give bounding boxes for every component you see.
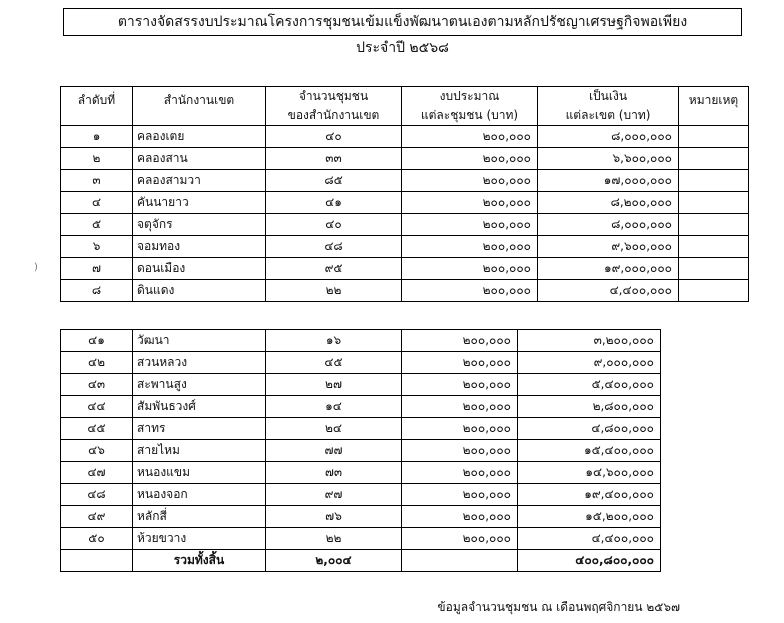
table-row	[61, 148, 749, 170]
budget-table-bottom	[60, 329, 661, 572]
table-row	[61, 528, 661, 550]
document-subtitle: ประจำปี ๒๕๖๘	[356, 40, 449, 56]
row-district-amount: ๑๔,๖๐๐,๐๐๐	[518, 462, 661, 484]
table-row	[61, 418, 661, 440]
header-district: สำนักงานเขต	[133, 87, 266, 126]
row-community-count: ๔๕	[266, 352, 402, 374]
row-budget-per-community: ๒๐๐,๐๐๐	[402, 418, 518, 440]
table-row	[61, 374, 661, 396]
row-community-count: ๑๔	[266, 396, 402, 418]
row-district-amount: ๔,๔๐๐,๐๐๐	[518, 528, 661, 550]
row-community-count: ๗๗	[266, 440, 402, 462]
row-no: ๖	[61, 236, 133, 258]
row-community-count: ๓๓	[266, 148, 402, 170]
margin-mark: )	[34, 262, 38, 273]
table-row	[61, 258, 749, 280]
row-no: ๓	[61, 170, 133, 192]
row-district-name: หนองแขม	[133, 462, 266, 484]
row-note	[679, 126, 749, 148]
document-title: ตารางจัดสรรงบประมาณโครงการชุมชนเข้มแข็งพัฒนาตนเองตามหลักปรัชญาเศรษฐกิจพอเพียง	[63, 8, 742, 36]
row-community-count: ๗๖	[266, 506, 402, 528]
table-row	[61, 440, 661, 462]
header-budget-line1: งบประมาณ	[402, 87, 538, 107]
table-row	[61, 462, 661, 484]
row-no: ๗	[61, 258, 133, 280]
row-budget-per-community: ๒๐๐,๐๐๐	[402, 352, 518, 374]
row-no: ๔๙	[61, 506, 133, 528]
table-row	[61, 236, 749, 258]
row-district-name: วัฒนา	[133, 330, 266, 352]
data-source-note: ข้อมูลจำนวนชุมชน ณ เดือนพฤศจิกายน ๒๕๖๗	[437, 600, 680, 614]
row-no: ๑	[61, 126, 133, 148]
row-district-amount: ๖,๖๐๐,๐๐๐	[538, 148, 679, 170]
row-no: ๕๐	[61, 528, 133, 550]
row-district-name: คลองสามวา	[133, 170, 266, 192]
total-count: ๒,๐๐๔	[266, 550, 402, 572]
row-budget-per-community: ๒๐๐,๐๐๐	[402, 462, 518, 484]
table-row	[61, 506, 661, 528]
header-budget-line2: แต่ละชุมชน (บาท)	[402, 106, 538, 126]
row-district-name: หลักสี่	[133, 506, 266, 528]
row-no: ๔๕	[61, 418, 133, 440]
row-district-name: ดินแดง	[133, 280, 266, 302]
row-district-amount: ๑๕,๔๐๐,๐๐๐	[518, 440, 661, 462]
header-money-line2: แต่ละเขต (บาท)	[538, 106, 679, 126]
row-district-amount: ๔,๔๐๐,๐๐๐	[538, 280, 679, 302]
row-no: ๘	[61, 280, 133, 302]
row-note	[679, 280, 749, 302]
header-no: ลำดับที่	[61, 87, 133, 126]
table-row	[61, 280, 749, 302]
row-district-amount: ๙,๖๐๐,๐๐๐	[538, 236, 679, 258]
row-no: ๔	[61, 192, 133, 214]
row-community-count: ๗๓	[266, 462, 402, 484]
header-count-line2: ของสำนักงานเขต	[266, 106, 402, 126]
row-note	[679, 236, 749, 258]
row-district-name: คลองเตย	[133, 126, 266, 148]
row-district-name: คลองสาน	[133, 148, 266, 170]
table-row	[61, 396, 661, 418]
row-community-count: ๙๕	[266, 258, 402, 280]
row-district-amount: ๕,๔๐๐,๐๐๐	[518, 374, 661, 396]
row-district-name: สวนหลวง	[133, 352, 266, 374]
row-community-count: ๔๑	[266, 192, 402, 214]
row-community-count: ๒๒	[266, 280, 402, 302]
row-district-name: ดอนเมือง	[133, 258, 266, 280]
row-community-count: ๔๐	[266, 214, 402, 236]
row-budget-per-community: ๒๐๐,๐๐๐	[402, 258, 538, 280]
table-row	[61, 214, 749, 236]
row-note	[679, 192, 749, 214]
row-budget-per-community: ๒๐๐,๐๐๐	[402, 280, 538, 302]
row-community-count: ๒๒	[266, 528, 402, 550]
row-note	[679, 258, 749, 280]
row-district-amount: ๘,๐๐๐,๐๐๐	[538, 214, 679, 236]
row-budget-per-community: ๒๐๐,๐๐๐	[402, 170, 538, 192]
row-district-amount: ๑๙,๔๐๐,๐๐๐	[518, 484, 661, 506]
row-community-count: ๙๗	[266, 484, 402, 506]
row-community-count: ๔๐	[266, 126, 402, 148]
row-budget-per-community: ๒๐๐,๐๐๐	[402, 528, 518, 550]
row-no: ๔๗	[61, 462, 133, 484]
row-district-amount: ๔,๘๐๐,๐๐๐	[518, 418, 661, 440]
row-community-count: ๑๖	[266, 330, 402, 352]
row-no: ๔๖	[61, 440, 133, 462]
row-district-name: สายไหม	[133, 440, 266, 462]
row-no: ๔๒	[61, 352, 133, 374]
row-note	[679, 170, 749, 192]
row-budget-per-community: ๒๐๐,๐๐๐	[402, 484, 518, 506]
total-label: รวมทั้งสิ้น	[133, 550, 266, 572]
total-cell-budget	[402, 550, 518, 572]
row-budget-per-community: ๒๐๐,๐๐๐	[402, 236, 538, 258]
row-budget-per-community: ๒๐๐,๐๐๐	[402, 374, 518, 396]
row-budget-per-community: ๒๐๐,๐๐๐	[402, 396, 518, 418]
row-district-amount: ๑๙,๐๐๐,๐๐๐	[538, 258, 679, 280]
table-row	[61, 126, 749, 148]
row-district-name: สะพานสูง	[133, 374, 266, 396]
row-district-amount: ๑๗,๐๐๐,๐๐๐	[538, 170, 679, 192]
row-budget-per-community: ๒๐๐,๐๐๐	[402, 330, 518, 352]
row-note	[679, 214, 749, 236]
table-row	[61, 170, 749, 192]
row-district-name: สาทร	[133, 418, 266, 440]
row-no: ๔๘	[61, 484, 133, 506]
header-money-line1: เป็นเงิน	[538, 87, 679, 107]
row-district-name: ห้วยขวาง	[133, 528, 266, 550]
table-row	[61, 484, 661, 506]
row-budget-per-community: ๒๐๐,๐๐๐	[402, 506, 518, 528]
row-budget-per-community: ๒๐๐,๐๐๐	[402, 126, 538, 148]
budget-table-top	[60, 86, 749, 302]
row-community-count: ๒๔	[266, 418, 402, 440]
row-budget-per-community: ๒๐๐,๐๐๐	[402, 148, 538, 170]
row-budget-per-community: ๒๐๐,๐๐๐	[402, 192, 538, 214]
row-community-count: ๘๕	[266, 170, 402, 192]
row-district-amount: ๑๕,๒๐๐,๐๐๐	[518, 506, 661, 528]
row-district-name: หนองจอก	[133, 484, 266, 506]
table-row	[61, 192, 749, 214]
total-cell-no	[61, 550, 133, 572]
header-note: หมายเหตุ	[679, 87, 749, 126]
row-no: ๔๓	[61, 374, 133, 396]
row-district-name: จอมทอง	[133, 236, 266, 258]
row-community-count: ๔๘	[266, 236, 402, 258]
row-district-amount: ๘,๐๐๐,๐๐๐	[538, 126, 679, 148]
row-district-name: คันนายาว	[133, 192, 266, 214]
row-district-amount: ๘,๒๐๐,๐๐๐	[538, 192, 679, 214]
row-district-amount: ๒,๘๐๐,๐๐๐	[518, 396, 661, 418]
total-money: ๔๐๐,๘๐๐,๐๐๐	[518, 550, 661, 572]
row-note	[679, 148, 749, 170]
row-budget-per-community: ๒๐๐,๐๐๐	[402, 440, 518, 462]
row-community-count: ๒๗	[266, 374, 402, 396]
table-row	[61, 330, 661, 352]
total-row	[61, 550, 661, 572]
row-no: ๔๑	[61, 330, 133, 352]
row-no: ๕	[61, 214, 133, 236]
row-budget-per-community: ๒๐๐,๐๐๐	[402, 214, 538, 236]
header-count-line1: จำนวนชุมชน	[266, 87, 402, 107]
row-district-amount: ๓,๒๐๐,๐๐๐	[518, 330, 661, 352]
row-district-amount: ๙,๐๐๐,๐๐๐	[518, 352, 661, 374]
row-district-name: สัมพันธวงศ์	[133, 396, 266, 418]
row-district-name: จตุจักร	[133, 214, 266, 236]
table-row	[61, 352, 661, 374]
row-no: ๔๔	[61, 396, 133, 418]
row-no: ๒	[61, 148, 133, 170]
